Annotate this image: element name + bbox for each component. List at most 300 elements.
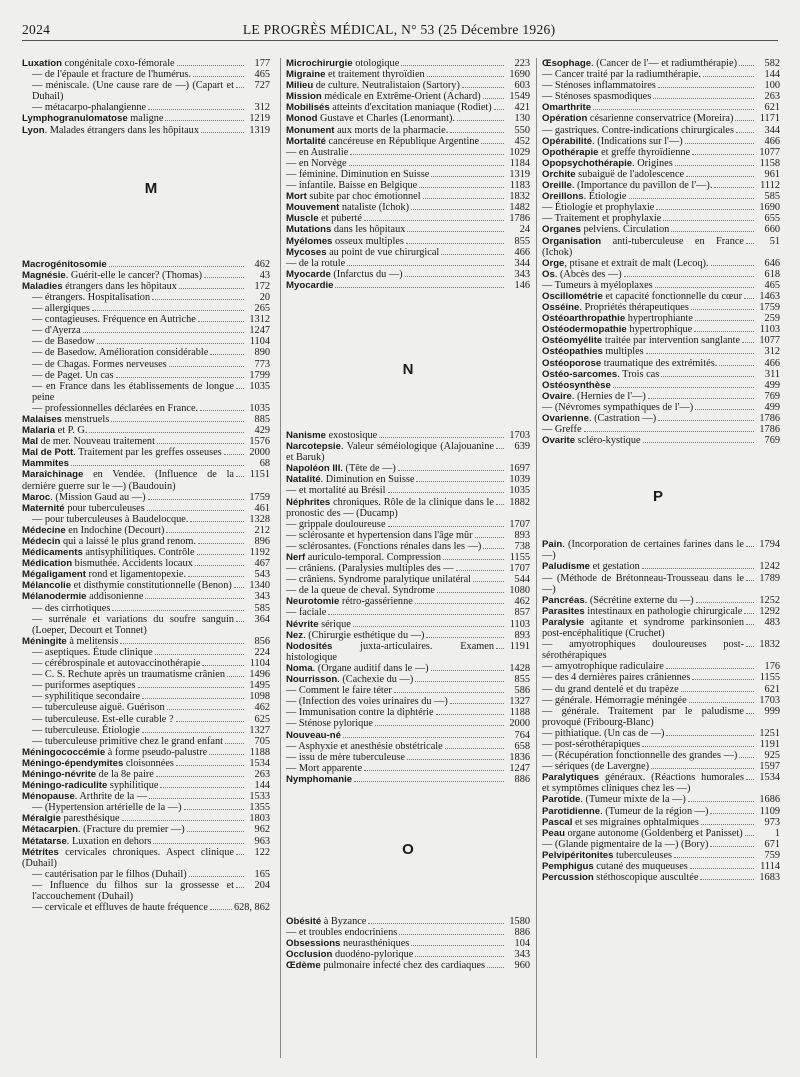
dot-leader <box>190 521 244 522</box>
page-reference: 585 <box>764 191 780 203</box>
index-entry <box>22 780 274 791</box>
index-entry <box>280 136 536 147</box>
index-entry <box>22 69 274 80</box>
dot-leader <box>415 681 504 682</box>
entry-heading: Nodosités <box>286 640 333 652</box>
entry-description: — issu de mère tuberculeuse <box>286 751 405 763</box>
dot-leader <box>690 868 754 869</box>
page-reference: 764 <box>514 729 530 741</box>
page-reference: 1077 <box>759 146 780 158</box>
page-reference: 1104 <box>249 658 270 670</box>
entry-text <box>32 370 114 381</box>
page-reference: 1428 <box>509 662 530 674</box>
dot-leader <box>187 831 244 832</box>
index-entry <box>22 514 274 525</box>
index-entry <box>22 80 274 102</box>
dot-leader <box>457 120 504 121</box>
dot-leader <box>109 266 244 267</box>
entry-heading: Narcotepsie <box>286 441 341 453</box>
entry-text <box>542 595 694 606</box>
page-reference: 312 <box>254 102 270 114</box>
dot-leader <box>419 187 504 188</box>
page-reference: 857 <box>514 607 530 619</box>
entry-heading: Ostéomyélite <box>542 335 603 347</box>
dot-leader <box>736 132 754 133</box>
index-entry <box>280 663 536 674</box>
entry-text <box>542 224 669 235</box>
index-entry <box>280 258 536 269</box>
entry-description: . (Organe auditif dans le —) <box>312 662 429 674</box>
entry-text <box>286 113 455 124</box>
index-entry <box>22 658 274 669</box>
index-entry <box>536 413 780 424</box>
entry-text <box>22 503 145 514</box>
entry-heading: Médecine <box>22 524 66 536</box>
entry-text <box>32 403 198 414</box>
entry-text <box>286 730 341 741</box>
index-entry <box>536 861 780 872</box>
dot-leader <box>236 887 244 888</box>
dot-leader <box>746 646 754 647</box>
index-entry <box>22 436 274 447</box>
entry-description: qui a laissé le plus grand renom. <box>60 536 196 547</box>
entry-description: — aseptiques. Étude clinique <box>32 646 153 658</box>
index-entry <box>536 380 780 391</box>
page-reference: 544 <box>514 574 530 586</box>
entry-description: nataliste (Ichok) <box>339 202 410 214</box>
index-entry <box>22 325 274 336</box>
index-entry <box>22 714 274 725</box>
entry-description: . (Hernies de l'—) <box>571 390 646 402</box>
entry-text <box>22 580 232 591</box>
dot-leader <box>593 109 754 110</box>
entry-heading: Orchite <box>542 168 576 180</box>
dot-leader <box>179 288 244 289</box>
entry-text <box>542 424 582 435</box>
entry-description: — Comment le faire téter <box>286 685 392 697</box>
dot-leader <box>347 265 504 266</box>
entry-text <box>286 685 392 696</box>
dot-leader <box>475 537 504 538</box>
entry-description: . (Fracture du premier —) <box>77 824 185 836</box>
entry-text <box>542 258 709 269</box>
index-entry <box>536 291 780 302</box>
entry-description: — contagieuses. Fréquence en Autriche <box>32 314 196 326</box>
entry-description: — C. S. Rechute après un traumatisme crânien <box>32 669 226 681</box>
entry-description: cutané des muqueuses <box>593 861 688 872</box>
page-reference: 1482 <box>509 202 530 214</box>
dot-leader <box>658 420 754 421</box>
entry-text <box>286 91 481 102</box>
entry-heading: Mélanodermie <box>22 591 87 603</box>
index-entry <box>280 247 536 258</box>
dot-leader <box>195 565 244 566</box>
entry-description: . (Importance du pavillon de l'—). <box>571 180 713 192</box>
page-reference: 1184 <box>509 157 530 169</box>
dot-leader <box>411 209 504 210</box>
entry-text <box>542 617 744 639</box>
entry-heading: Œdème <box>286 960 321 972</box>
page-reference: 963 <box>254 835 270 847</box>
dot-leader <box>642 746 754 747</box>
entry-heading: Luxation <box>22 58 62 69</box>
index-entry <box>22 447 274 458</box>
entry-text <box>32 647 153 658</box>
page-reference: 165 <box>254 868 270 880</box>
entry-description: traumatique des extrémités. <box>601 357 718 369</box>
index-column-3 <box>536 58 780 971</box>
dot-leader <box>666 735 754 736</box>
entry-text <box>22 270 202 281</box>
entry-text <box>286 463 396 474</box>
entry-description: — crâniens. (Paralysies multiples des — <box>286 563 454 575</box>
entry-heading: Médication <box>22 558 73 570</box>
entry-text <box>32 102 146 113</box>
index-entry <box>22 314 274 325</box>
entry-text <box>542 91 651 102</box>
page-reference: 759 <box>764 849 780 861</box>
entry-heading: Neurotomie <box>286 596 340 608</box>
entry-description: . Diminution en Suisse <box>320 474 415 486</box>
index-entry <box>22 680 274 691</box>
page-reference: 43 <box>259 269 270 281</box>
dot-leader <box>710 813 754 814</box>
entry-description: . (Cancer de l'— et radiumthérapie) <box>591 58 737 69</box>
dot-leader <box>655 287 754 288</box>
dot-leader <box>646 353 754 354</box>
entry-text <box>542 80 656 91</box>
entry-heading: Myocarde <box>286 268 331 280</box>
index-entry <box>280 596 536 607</box>
dot-leader <box>167 709 244 710</box>
entry-heading: Nouveau-né <box>286 729 341 741</box>
entry-description: — féminine. Diminution en Suisse <box>286 168 430 180</box>
entry-heading: Napoléon III <box>286 463 341 475</box>
entry-heading: Mission <box>286 91 322 103</box>
dot-leader <box>328 614 504 615</box>
entry-text <box>286 430 377 441</box>
entry-text <box>542 236 744 258</box>
entry-text <box>32 381 234 403</box>
entry-description: et P. G. <box>55 425 88 437</box>
entry-description: , ptisane et extrait de malt (Lecoq). <box>564 257 709 269</box>
dot-leader <box>653 98 754 99</box>
entry-description: — en Norvège <box>286 157 347 169</box>
entry-heading: Mutations <box>286 224 332 236</box>
page-reference: 1103 <box>759 324 780 336</box>
index-entry <box>536 661 780 672</box>
entry-heading: Ostéoporose <box>542 357 602 369</box>
page-reference: 364 <box>254 613 270 625</box>
page-reference: 961 <box>764 168 780 180</box>
index-entry <box>536 224 780 235</box>
entry-description: neurasthéniques <box>340 938 410 950</box>
entry-heading: Pemphigus <box>542 861 594 872</box>
dot-leader <box>193 76 244 77</box>
entry-text <box>286 102 492 113</box>
page-reference: 1151 <box>249 469 270 481</box>
index-entry <box>536 828 780 839</box>
entry-description: — en Australie <box>286 146 349 158</box>
dot-leader <box>441 254 504 255</box>
index-entry <box>22 569 274 580</box>
entry-text <box>542 169 684 180</box>
entry-description: . (Incorporation de certaines farines dans le —) <box>542 539 744 562</box>
entry-text <box>286 541 481 552</box>
entry-text <box>32 347 208 358</box>
entry-description: cloisonnées <box>123 757 174 769</box>
page-reference: 344 <box>764 124 780 136</box>
entry-heading: Opopsychothérapie <box>542 157 633 169</box>
dot-leader <box>496 648 504 649</box>
entry-description: — de Chagas. Formes nerveuses <box>32 358 167 370</box>
entry-text <box>542 539 744 561</box>
entry-text <box>286 485 386 496</box>
index-entry <box>536 113 780 124</box>
section-letter: M <box>144 179 158 197</box>
index-entry <box>22 791 274 802</box>
index-entry <box>22 58 274 69</box>
index-entry <box>280 463 536 474</box>
dot-leader <box>368 923 504 924</box>
dot-leader <box>92 310 244 311</box>
dot-leader <box>236 621 244 622</box>
entry-text <box>32 80 234 102</box>
dot-leader <box>157 443 244 444</box>
page-reference: 1534 <box>249 757 270 769</box>
entry-text <box>22 492 146 503</box>
entry-heading: Ostéoarthropathie <box>542 313 626 325</box>
page-reference: 429 <box>254 425 270 437</box>
index-entry <box>536 561 780 572</box>
dot-leader <box>234 587 244 588</box>
entry-text <box>286 125 448 136</box>
page-reference: 1832 <box>509 191 530 203</box>
entry-description: hypertrophique <box>626 324 693 336</box>
entry-description: et capacité fonctionnelle du cœur <box>602 290 743 302</box>
entry-description: — sériques (de Lavergne) <box>542 761 650 773</box>
entry-heading: Opothérapie <box>542 146 599 158</box>
dot-leader <box>692 679 754 680</box>
dot-leader <box>701 824 754 825</box>
page-reference: 893 <box>514 629 530 641</box>
dot-leader <box>456 570 504 571</box>
entry-text <box>286 180 417 191</box>
index-entry <box>22 259 274 270</box>
index-entry <box>22 847 274 869</box>
entry-heading: Mélancolie <box>22 580 72 592</box>
entry-text <box>22 113 163 124</box>
page-reference: 1786 <box>509 213 530 225</box>
entry-description: Gustave et Charles (Lenormant). <box>317 113 455 125</box>
page-reference: 1191 <box>759 738 780 750</box>
index-entry <box>536 739 780 750</box>
entry-heading: Os <box>542 268 555 280</box>
page-reference: 646 <box>764 257 780 269</box>
entry-heading: Ménopause <box>22 791 75 803</box>
index-entry <box>22 769 274 780</box>
index-entry <box>536 772 780 794</box>
page-reference: 223 <box>514 58 530 69</box>
dot-leader <box>83 332 244 333</box>
page-reference: 104 <box>514 938 530 950</box>
entry-heading: Médicaments <box>22 547 83 559</box>
page-reference: 466 <box>514 246 530 258</box>
entry-heading: Myocardie <box>286 279 334 291</box>
entry-text <box>542 413 656 424</box>
entry-heading: Ostéopathies <box>542 346 603 358</box>
entry-text <box>22 769 154 780</box>
entry-text <box>22 259 107 270</box>
entry-description: . (Tumeur de la région —) <box>600 805 709 817</box>
dot-leader <box>349 165 504 166</box>
running-header <box>22 22 778 38</box>
dot-leader <box>746 624 754 625</box>
index-entry <box>280 213 536 224</box>
journal-title: LE PROGRÈS MÉDICAL, N° 53 (25 Décembre 1926) <box>242 22 556 37</box>
page-reference: 1029 <box>509 146 530 158</box>
entry-description: . Guérit-elle le cancer? (Thomas) <box>65 269 203 281</box>
entry-text <box>32 359 167 370</box>
dot-leader <box>739 757 754 758</box>
entry-description: subaiguë de l'adolescence <box>575 168 685 180</box>
index-entry <box>22 725 274 736</box>
index-entry <box>280 441 536 463</box>
page-reference: 68 <box>259 458 270 470</box>
dot-leader <box>661 376 754 377</box>
page-reference: 462 <box>254 258 270 270</box>
page-reference: 1080 <box>509 585 530 597</box>
entry-heading: Névrite <box>286 618 319 630</box>
page-reference: 1327 <box>509 696 530 708</box>
page-reference: 1882 <box>509 496 530 508</box>
entry-description: intestinaux en pathologie chirurgicale <box>584 605 743 617</box>
entry-description: — surrénale et variations du soufre sanguin (Loeper, Decourt et Tonnet) <box>32 613 234 636</box>
entry-text <box>22 414 109 425</box>
dot-leader <box>201 132 244 133</box>
page-reference: 204 <box>254 879 270 891</box>
entry-text <box>542 313 693 324</box>
dot-leader <box>685 143 754 144</box>
index-entry <box>280 541 536 552</box>
entry-description: scléro-kystique <box>575 435 641 447</box>
entry-description: — métacarpo-phalangienne <box>32 102 147 114</box>
dot-leader <box>746 713 754 714</box>
entry-description: stéthoscopique auscultée <box>593 872 699 884</box>
entry-description: au point de vue chirurgical <box>326 246 440 258</box>
dot-leader <box>236 476 244 477</box>
entry-text <box>32 902 208 913</box>
entry-heading: Mammites <box>22 458 69 470</box>
dot-leader <box>399 934 504 935</box>
entry-description: — amyotrophiques douloureuses post-sérothérapiques <box>542 639 744 662</box>
dot-leader <box>744 613 754 614</box>
dot-leader <box>176 721 244 722</box>
entry-heading: Noma <box>286 662 313 674</box>
dot-leader <box>695 409 754 410</box>
entry-text <box>542 391 646 402</box>
entry-heading: Opération <box>542 113 588 125</box>
index-entry <box>280 927 536 938</box>
dot-leader <box>204 277 244 278</box>
page-reference: 886 <box>514 927 530 939</box>
page-reference: 499 <box>764 401 780 413</box>
dot-leader <box>688 801 754 802</box>
entry-text <box>32 802 182 813</box>
entry-text <box>286 774 352 785</box>
index-entry <box>536 850 780 861</box>
entry-heading: Mégaligament <box>22 569 86 581</box>
index-entry <box>536 672 780 683</box>
page-reference: 1786 <box>759 413 780 424</box>
entry-heading: Parotidienne <box>542 805 601 817</box>
dot-leader <box>120 643 244 644</box>
entry-text <box>542 202 654 213</box>
entry-description: et gestation <box>590 561 640 573</box>
entry-text <box>286 619 351 630</box>
page-reference: 1496 <box>249 669 270 681</box>
dot-leader <box>674 857 754 858</box>
entry-heading: Œsophage <box>542 58 592 69</box>
entry-description: agitante et syndrome parkinsonien post-encéphalitique (Cruchet) <box>542 616 744 640</box>
entry-description: — Traitement et prophylaxie <box>542 213 662 225</box>
entry-description: . Traitement par les greffes osseuses <box>73 447 222 459</box>
entry-text <box>542 402 693 413</box>
entry-text <box>286 202 409 213</box>
entry-text <box>542 661 664 672</box>
entry-heading: Nanisme <box>286 429 326 441</box>
entry-description: — faciale <box>286 607 327 619</box>
dot-leader <box>375 725 504 726</box>
dot-leader <box>487 967 504 968</box>
entry-text <box>286 169 429 180</box>
dot-leader <box>354 781 504 782</box>
entry-description: — Sténoses inflammatoires <box>542 80 656 92</box>
dot-leader <box>350 154 504 155</box>
entry-text <box>286 191 421 202</box>
entry-description: bismuthée. Accidents locaux <box>72 558 193 570</box>
page-reference: 343 <box>514 949 530 961</box>
entry-text <box>286 158 347 169</box>
entry-text <box>22 847 234 869</box>
dot-leader <box>675 165 754 166</box>
dot-leader <box>746 243 754 244</box>
entry-text <box>22 125 199 136</box>
entry-text <box>32 880 234 902</box>
entry-text <box>32 702 165 713</box>
page-reference: 621 <box>764 102 780 114</box>
page-reference: 1495 <box>249 680 270 692</box>
entry-text <box>22 425 87 436</box>
entry-description: . Origines <box>632 157 673 169</box>
dot-leader <box>658 87 754 88</box>
entry-description: . (Mission Gaud au —) <box>50 491 146 503</box>
entry-text <box>542 828 743 839</box>
entry-text <box>542 136 683 147</box>
entry-description: généraux. (Réactions humorales et symptômes cliniques chez les —) <box>542 772 744 795</box>
entry-heading: Maternité <box>22 502 65 514</box>
entry-heading: Migraine <box>286 69 326 81</box>
page-reference: 1192 <box>249 547 270 559</box>
dot-leader <box>406 243 504 244</box>
entry-text <box>22 747 207 758</box>
entry-text <box>32 691 140 702</box>
page-reference: 1794 <box>759 539 780 551</box>
dot-leader <box>663 220 754 221</box>
entry-text <box>542 302 689 313</box>
entry-description: — tuberculeuse primitive chez le grand enfant <box>32 735 223 747</box>
dot-leader <box>415 603 504 604</box>
